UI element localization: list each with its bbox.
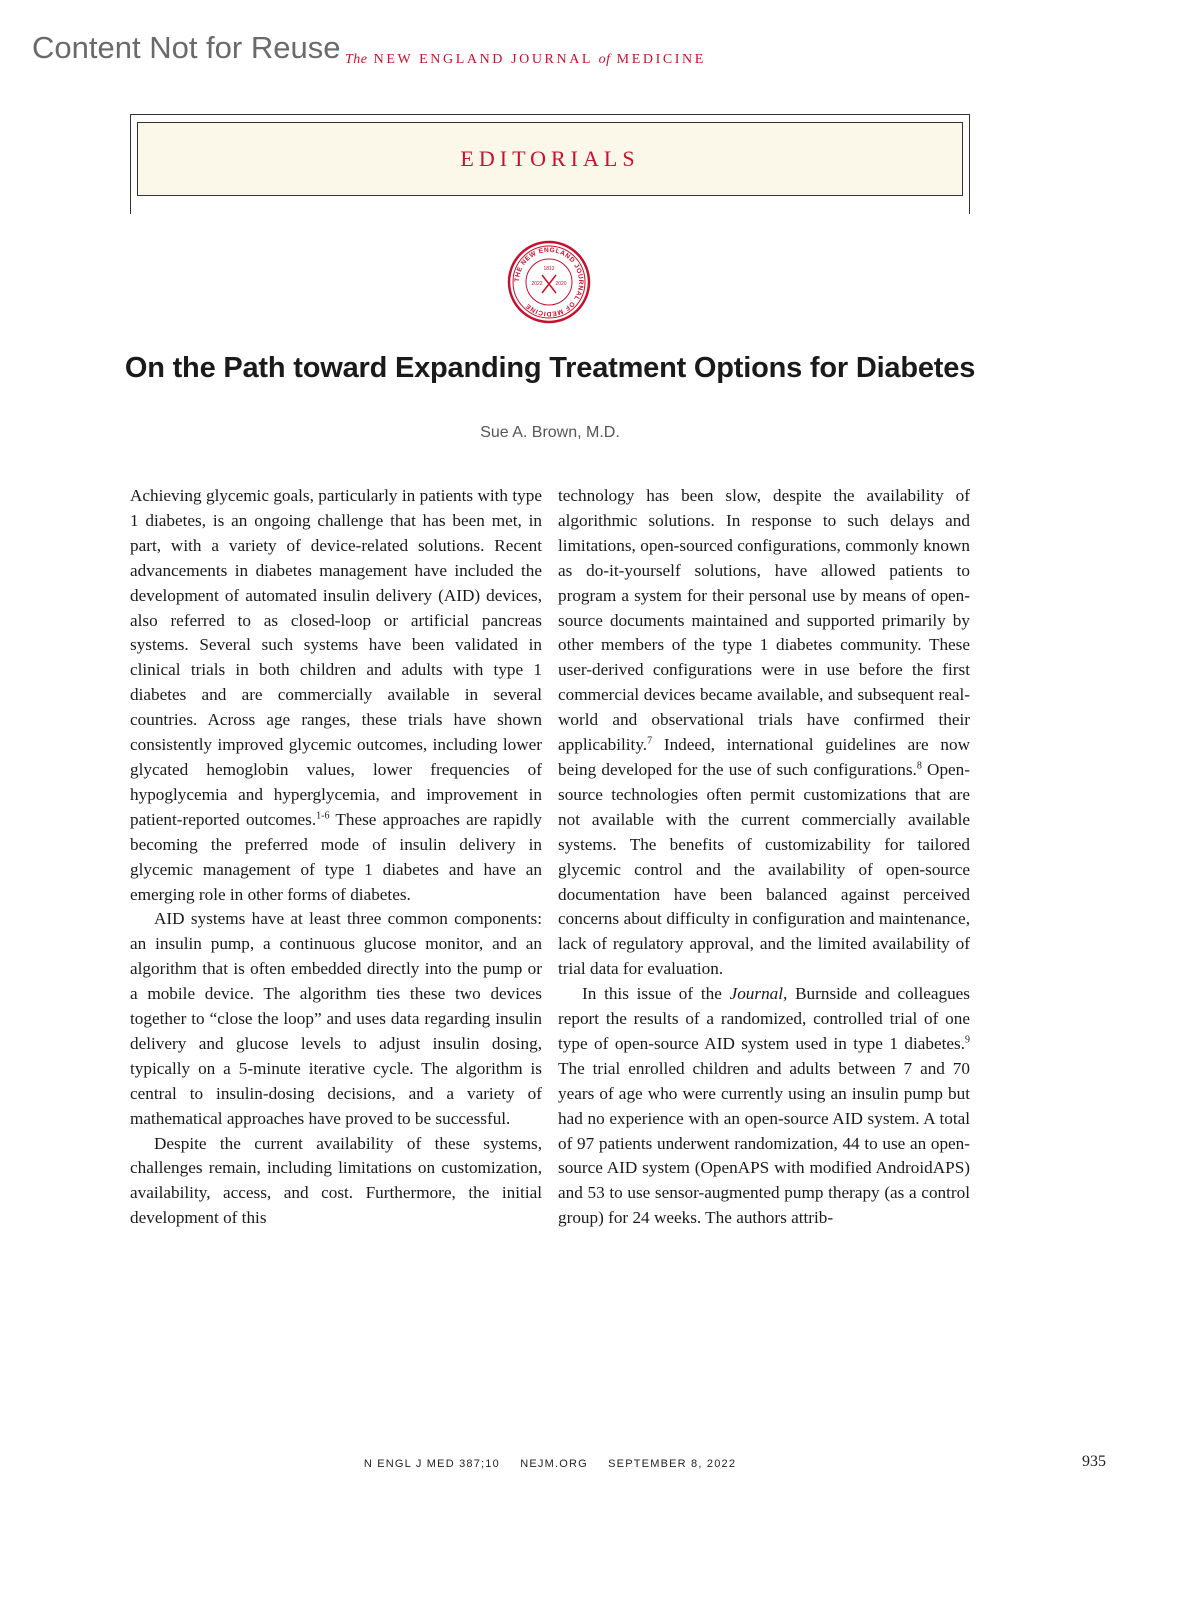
footer-citation: N ENGL J MED 387;10 bbox=[363, 1458, 500, 1470]
citation-ref: 7 bbox=[647, 735, 653, 747]
watermark: Content Not for Reuse bbox=[32, 30, 341, 65]
journal-of: of bbox=[598, 52, 611, 67]
page-number: 935 bbox=[1082, 1453, 1106, 1470]
journal-name-part2: MEDICINE bbox=[616, 52, 706, 67]
seal-text: THE NEW ENGLAND JOURNAL OF MEDICINE bbox=[513, 246, 585, 318]
citation-ref: 8 bbox=[916, 760, 922, 772]
svg-text:THE NEW ENGLAND JOURNAL OF MED bbox=[514, 247, 584, 317]
page-footer bbox=[0, 1458, 1100, 1470]
paragraph: Despite the current availability of these systems, challenges remain, including limitations on customization, availability, access, and cost. Furthermore, the initial development of this bbox=[130, 1133, 542, 1228]
footer-date: SEPTEMBER 8, 2022 bbox=[608, 1458, 737, 1470]
seal-year-left: 2022 bbox=[531, 281, 543, 287]
journal-name-part1: NEW ENGLAND JOURNAL bbox=[373, 52, 593, 67]
journal-the: The bbox=[345, 52, 368, 67]
article-title: On the Path toward Expanding Treatment Options for Diabetes bbox=[124, 352, 976, 384]
citation-ref: 1-6 bbox=[316, 810, 330, 822]
paragraph: In this issue of the Journal, Burnside and colleagues report the results of a randomized, controlled trial of one type of open-source AID system used in type 1 diabetes.$^9$ The trial enrolled children and adults between 7 and 70 years of age who were currently using an insulin pump but had no experience with an open-source AID system. A total of 97 patients underwent randomization, 44 to use an open-source AID system (OpenAPS with modified AndroidAPS) and 53 to use sensor-augmented pump therapy (as a control group) for 24 weeks. The authors attrib- bbox=[558, 984, 970, 1228]
right-column bbox=[558, 484, 970, 1231]
section-label: EDITORIALS bbox=[460, 146, 640, 171]
journal-masthead bbox=[345, 52, 706, 68]
seal-year-top: 1812 bbox=[543, 266, 555, 272]
nejm-seal-icon bbox=[507, 240, 591, 324]
paragraph: Achieving glycemic goals, particularly in patients with type 1 diabetes, is an ongoing challenge that has been met, in part, with a variety of device-related solutions. Recent advancements in diabetes management have included the development of automated insulin delivery (AID) devices, also referred to as closed-loop or artificial pancreas systems. Several such systems have been validated in clinical trials in both children and adults with type 1 diabetes and are commercially available in several countries. Across age ranges, these trials have shown consistently improved glycemic outcomes, including lower glycated hemoglobin values, lower frequencies of hypoglycemia and hyperglycemia, and improvement in patient-reported outcomes.$^{1-6}$ These approaches are rapidly becoming the preferred mode of insulin delivery in glycemic management of type 1 diabetes and have an emerging role in other forms of diabetes. bbox=[130, 486, 542, 904]
paragraph: AID systems have at least three common components: an insulin pump, a continuous glucose monitor, and an algorithm that is often embedded directly into the pump or a mobile device. The algorithm ties these two devices together to “close the loop” and uses data regarding insulin delivery and glucose levels to adjust insulin dosing, typically on a 5-minute iterative cycle. The algorithm is central to insulin-dosing decisions, and a variety of mathematical approaches have proved to be successful. bbox=[130, 909, 542, 1128]
left-column bbox=[130, 484, 542, 1231]
footer-site: NEJM.ORG bbox=[520, 1458, 588, 1470]
paragraph: technology has been slow, despite the availability of algorithmic solutions. In response to such delays and limitations, open-sourced configurations, commonly known as do-it-yourself solutions, have allowed patients to program a system for their personal use by means of open-source documents maintained and supported primarily by other members of the type 1 diabetes community. These user-derived configurations were in use before the first commercial devices became available, and subsequent real-world and observational trials have confirmed their applicability.$^7$ Indeed, international guidelines are now being developed for the use of such configurations.$^8$ Open-source technologies often permit customizations that are not available with the current commercially available systems. The benefits of customizability for tailored glycemic control and the availability of open-source documentation have been balanced against perceived concerns about difficulty in configuration and maintenance, lack of regulatory approval, and the limited availability of trial data for evaluation. bbox=[558, 486, 970, 979]
section-banner bbox=[137, 122, 963, 196]
citation-ref: 9 bbox=[965, 1034, 970, 1046]
journal-reference: Journal bbox=[729, 984, 784, 1004]
seal-year-right: 2020 bbox=[555, 281, 567, 287]
article-author: Sue A. Brown, M.D. bbox=[480, 424, 620, 441]
